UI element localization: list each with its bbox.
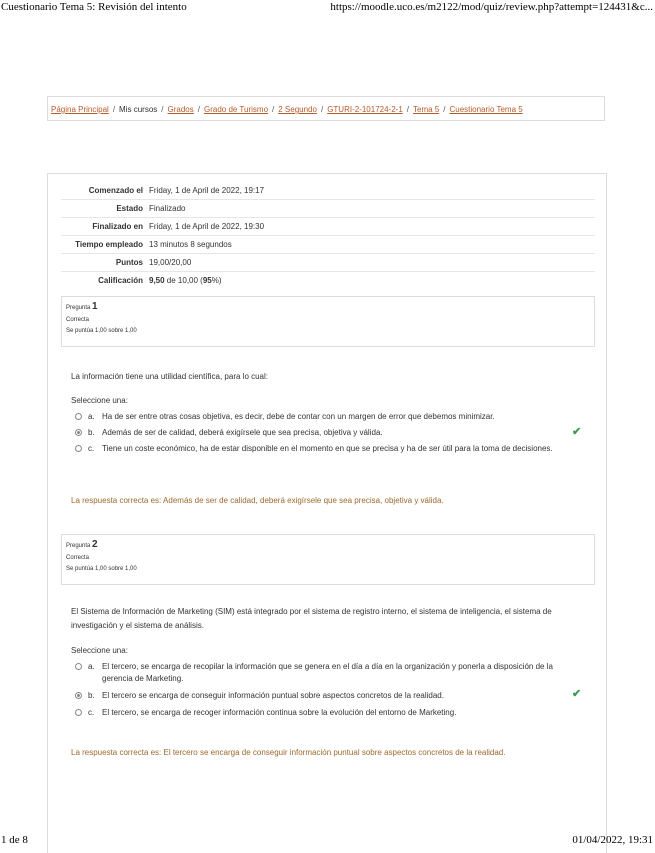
question-number: 2 — [92, 539, 98, 550]
radio-button[interactable] — [75, 413, 82, 420]
question-2-text: El Sistema de Información de Marketing (SIM) está integrado por el sistema de registro interno, el sistema de inteligencia, el sistema de investigación y el sistema de análisis. — [71, 607, 552, 630]
question-1-option-a[interactable]: a. Ha de ser entre otras cosas objetiva, es decir, debe de contar con un margen de error que debemos minimizar. — [75, 411, 555, 423]
grade-value: 9,50 — [149, 276, 165, 285]
question-2-info — [61, 534, 595, 585]
radio-button-selected[interactable] — [75, 429, 82, 436]
check-icon: ✔ — [572, 426, 582, 438]
breadcrumb-quiz[interactable]: Cuestionario Tema 5 — [449, 105, 523, 114]
question-word: Pregunta — [66, 543, 91, 549]
radio-button[interactable] — [75, 663, 82, 670]
breadcrumb-course[interactable]: GTURI-2-101724-2-1 — [327, 105, 403, 114]
question-1-option-c[interactable]: c. Tiene un coste económico, ha de estar disponible en el momento en que se precisa y ha de ser útil para la toma de decisiones. — [75, 443, 555, 455]
check-icon: ✔ — [572, 688, 582, 700]
question-2-option-a[interactable]: a. El tercero, se encarga de recopilar la información que se genera en el día a día en la organización y ponerla a disposición de la gerencia de Marketing. — [75, 661, 555, 685]
question-1-text: La información tiene una utilidad científica, para lo cual: — [71, 372, 269, 381]
radio-button[interactable] — [75, 709, 82, 716]
question-2-feedback: La respuesta correcta es: El tercero se encarga de conseguir información puntual sobre aspectos concretos de la realidad. — [71, 748, 506, 757]
print-header — [0, 0, 655, 16]
radio-button-selected[interactable] — [75, 692, 82, 699]
print-footer — [0, 833, 655, 848]
breadcrumb-my-courses: Mis cursos — [119, 105, 158, 114]
breadcrumb: Página Principal / Mis cursos / Grados / Grado de Turismo / 2 Segundo / GTURI-2-101724-2-1 / Tema 5 / Cuestionario Tema 5 — [47, 96, 605, 121]
summary-row-state: Estado Finalizado — [61, 200, 595, 218]
question-2-option-c[interactable]: c. El tercero, se encarga de recoger información continua sobre la evolución del entorno de Marketing. — [75, 707, 555, 719]
question-1-info — [61, 296, 595, 347]
summary-row-finished: Finalizado en Friday, 1 de April de 2022, 19:30 — [61, 218, 595, 236]
page-number: 1 de 8 — [1, 834, 28, 846]
question-state: Correcta — [66, 555, 90, 561]
question-2-prompt: Seleccione una: — [71, 646, 128, 655]
print-url: https://moodle.uco.es/m2122/mod/quiz/review.php?attempt=124431&c... — [330, 1, 653, 13]
summary-row-time: Tiempo empleado 13 minutos 8 segundos — [61, 236, 595, 254]
breadcrumb-segundo[interactable]: 2 Segundo — [278, 105, 317, 114]
breadcrumb-tema[interactable]: Tema 5 — [413, 105, 440, 114]
quiz-review-panel — [47, 173, 607, 853]
question-1-feedback: La respuesta correcta es: Además de ser de calidad, deberá exigírsele que sea precisa, objetiva y válida. — [71, 496, 444, 505]
question-word: Pregunta — [66, 305, 91, 311]
grade-percent: 95 — [202, 276, 212, 285]
question-state: Correcta — [66, 317, 90, 323]
breadcrumb-home[interactable]: Página Principal — [51, 105, 109, 114]
print-title: Cuestionario Tema 5: Revisión del intento — [1, 1, 187, 13]
radio-button[interactable] — [75, 445, 82, 452]
summary-row-points: Puntos 19,00/20,00 — [61, 254, 595, 272]
breadcrumb-grados[interactable]: Grados — [167, 105, 194, 114]
question-mark: Se puntúa 1,00 sobre 1,00 — [66, 566, 137, 572]
question-mark: Se puntúa 1,00 sobre 1,00 — [66, 328, 137, 334]
summary-row-grade: Calificación 9,50 de 10,00 (95%) — [98, 276, 222, 285]
print-datetime: 01/04/2022, 19:31 — [572, 834, 653, 846]
question-number: 1 — [92, 301, 98, 312]
attempt-summary-table — [61, 182, 595, 289]
summary-row-started: Comenzado el Friday, 1 de April de 2022, 19:17 — [61, 182, 595, 200]
question-1-prompt: Seleccione una: — [71, 396, 128, 405]
question-1-option-b[interactable]: b. Además de ser de calidad, deberá exigírsele que sea precisa, objetiva y válida. — [75, 427, 555, 439]
breadcrumb-grado-turismo[interactable]: Grado de Turismo — [203, 105, 269, 114]
question-2-option-b[interactable]: b. El tercero se encarga de conseguir información puntual sobre aspectos concretos de la realidad. — [75, 690, 555, 702]
